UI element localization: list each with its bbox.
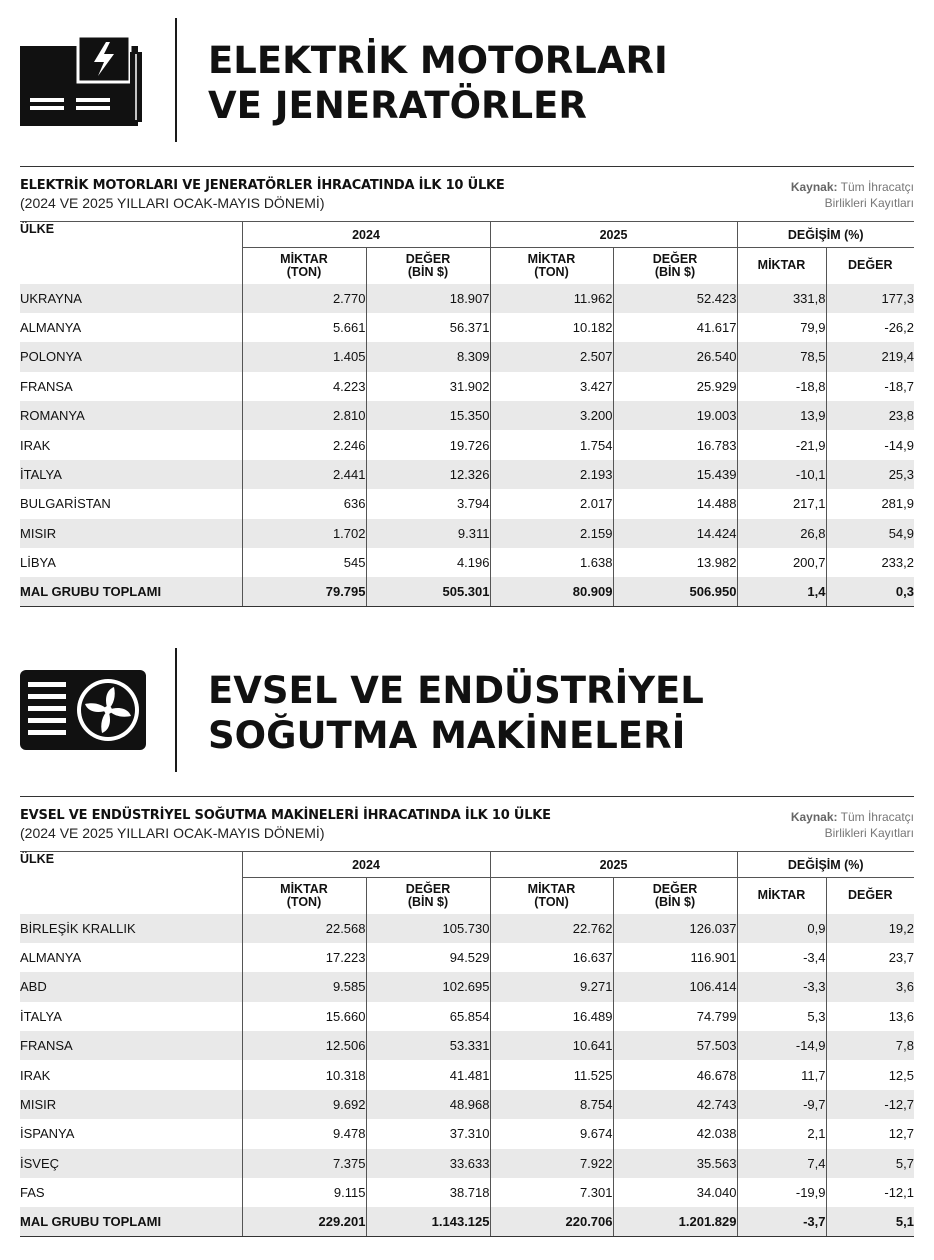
total-val-2024: 505.301 — [366, 577, 490, 606]
cell-change-val: 5,7 — [826, 1149, 914, 1178]
section-title-line2: SOĞUTMA MAKİNELERİ — [208, 714, 686, 757]
cell-change-val: 13,6 — [826, 1002, 914, 1031]
cell-country: BULGARİSTAN — [20, 496, 111, 512]
total-change-qty: -3,7 — [737, 1207, 826, 1236]
cell-change-qty: -10,1 — [737, 460, 826, 489]
cell-val-2024: 37.310 — [366, 1119, 490, 1148]
cell-val-2024: 41.481 — [366, 1060, 490, 1089]
cell-change-val: 7,8 — [826, 1031, 914, 1060]
header-year-2025: 2025 — [490, 852, 737, 878]
cell-val-2025: 35.563 — [613, 1149, 737, 1178]
header-change-val: DEĞER — [826, 878, 914, 914]
table-row — [20, 548, 914, 577]
header-change-qty: MİKTAR — [737, 878, 826, 914]
total-qty-2025: 80.909 — [490, 577, 613, 606]
header-country: ÜLKE — [20, 852, 242, 914]
header-qty-2025: MİKTAR (TON) — [490, 248, 613, 284]
cell-country: FAS — [20, 1185, 45, 1201]
header-change: DEĞİŞİM (%) — [737, 852, 914, 878]
section-title-line1: EVSEL VE ENDÜSTRİYEL — [208, 669, 704, 712]
cell-qty-2025: 2.507 — [490, 342, 613, 371]
table-top-rule — [20, 166, 914, 167]
cell-val-2024: 53.331 — [366, 1031, 490, 1060]
cell-qty-2025: 10.182 — [490, 313, 613, 342]
cell-val-2024: 94.529 — [366, 943, 490, 972]
cell-qty-2024: 17.223 — [242, 943, 366, 972]
cell-qty-2025: 8.754 — [490, 1090, 613, 1119]
cell-change-qty: 79,9 — [737, 313, 826, 342]
cell-change-qty: 5,3 — [737, 1002, 826, 1031]
header-change-qty: MİKTAR — [737, 248, 826, 284]
cell-change-qty: 200,7 — [737, 548, 826, 577]
section-header — [0, 630, 934, 790]
source-note — [791, 809, 914, 841]
source-note — [791, 179, 914, 211]
cell-val-2025: 42.743 — [613, 1090, 737, 1119]
cell-val-2025: 14.488 — [613, 489, 737, 518]
cell-val-2025: 126.037 — [613, 914, 737, 943]
cell-val-2025: 26.540 — [613, 342, 737, 371]
air-conditioner-icon — [20, 670, 146, 755]
table-row — [20, 460, 914, 489]
cell-val-2024: 56.371 — [366, 313, 490, 342]
table-row — [20, 519, 914, 548]
header-country: ÜLKE — [20, 222, 242, 284]
table-row — [20, 1002, 914, 1031]
source-text-2: Birlikleri Kayıtları — [824, 196, 914, 210]
cell-val-2024: 4.196 — [366, 548, 490, 577]
cell-qty-2025: 3.427 — [490, 372, 613, 401]
table-row — [20, 1119, 914, 1148]
table-row — [20, 342, 914, 371]
cell-country: IRAK — [20, 1067, 51, 1083]
cell-qty-2025: 2.159 — [490, 519, 613, 548]
cell-val-2025: 57.503 — [613, 1031, 737, 1060]
source-text-1: Tüm İhracatçı — [840, 180, 914, 194]
cell-qty-2024: 9.115 — [242, 1178, 366, 1207]
cell-change-val: 23,7 — [826, 943, 914, 972]
cell-country: İTALYA — [20, 460, 242, 489]
table-body — [20, 914, 914, 1237]
cell-val-2025: 106.414 — [613, 972, 737, 1001]
cell-change-val: 25,3 — [826, 460, 914, 489]
cell-change-qty: 11,7 — [737, 1060, 826, 1089]
cell-val-2025: 16.783 — [613, 430, 737, 459]
cell-val-2024: 19.726 — [366, 430, 490, 459]
cell-change-val: -26,2 — [826, 313, 914, 342]
source-text-2: Birlikleri Kayıtları — [824, 826, 914, 840]
header-qty-2024: MİKTAR (TON) — [242, 248, 366, 284]
cell-qty-2024: 12.506 — [242, 1031, 366, 1060]
table-row — [20, 914, 914, 943]
cell-change-qty: -3,4 — [737, 943, 826, 972]
cell-qty-2025: 9.674 — [490, 1119, 613, 1148]
cell-qty-2025: 16.489 — [490, 1002, 613, 1031]
cell-val-2024: 33.633 — [366, 1149, 490, 1178]
table-row — [20, 489, 914, 518]
table-row — [20, 372, 914, 401]
total-country: MAL GRUBU TOPLAMI — [20, 1207, 242, 1236]
cell-country: MISIR — [20, 519, 242, 548]
cell-qty-2025: 16.637 — [490, 943, 613, 972]
total-val-2025: 506.950 — [613, 577, 737, 606]
cell-change-val: 54,9 — [826, 519, 914, 548]
cell-change-qty: -21,9 — [737, 430, 826, 459]
cell-val-2024: 12.326 — [366, 460, 490, 489]
total-country: MAL GRUBU TOPLAMI — [20, 577, 242, 606]
table-total-row — [20, 577, 914, 606]
cell-change-qty: -14,9 — [737, 1031, 826, 1060]
cell-qty-2024: 5.661 — [242, 313, 366, 342]
cell-change-val: -12,7 — [826, 1090, 914, 1119]
header-year-2024: 2024 — [242, 852, 490, 878]
section-title-line2: VE JENERATÖRLER — [208, 84, 587, 127]
cell-country: İSPANYA — [20, 1126, 75, 1142]
section-title-line1: ELEKTRİK MOTORLARI — [208, 39, 668, 82]
cell-qty-2025: 11.962 — [490, 284, 613, 313]
table-row — [20, 1060, 914, 1089]
table-top-rule — [20, 796, 914, 797]
cell-change-qty: 7,4 — [737, 1149, 826, 1178]
cell-change-val: 19,2 — [826, 914, 914, 943]
source-text-1: Tüm İhracatçı — [840, 810, 914, 824]
table-row — [20, 284, 914, 313]
cell-change-qty: -3,3 — [737, 972, 826, 1001]
generator-icon — [20, 36, 144, 131]
header-val-2025: DEĞER (BİN $) — [613, 248, 737, 284]
source-label: Kaynak: — [790, 180, 838, 194]
table-row — [20, 1031, 914, 1060]
total-change-val: 5,1 — [826, 1207, 914, 1236]
cell-change-val: 219,4 — [826, 342, 914, 371]
cell-qty-2025: 1.638 — [490, 548, 613, 577]
cell-country: ALMANYA — [20, 320, 82, 336]
cell-change-val: 12,5 — [826, 1060, 914, 1089]
table-row — [20, 1149, 914, 1178]
header-val-2024: DEĞER (BİN $) — [366, 248, 490, 284]
cell-val-2025: 25.929 — [613, 372, 737, 401]
cell-qty-2024: 7.375 — [242, 1149, 366, 1178]
cell-change-qty: -9,7 — [737, 1090, 826, 1119]
cell-qty-2025: 7.922 — [490, 1149, 613, 1178]
cell-val-2025: 41.617 — [613, 313, 737, 342]
cell-val-2024: 18.907 — [366, 284, 490, 313]
cell-qty-2024: 1.405 — [242, 342, 366, 371]
header-qty-2024: MİKTAR (TON) — [242, 878, 366, 914]
header-divider — [175, 648, 177, 772]
cell-val-2025: 74.799 — [613, 1002, 737, 1031]
header-qty-2025: MİKTAR (TON) — [490, 878, 613, 914]
export-table — [20, 221, 914, 607]
cell-qty-2024: 4.223 — [242, 372, 366, 401]
cell-change-qty: -19,9 — [737, 1178, 826, 1207]
cell-qty-2024: 636 — [242, 489, 366, 518]
cell-qty-2025: 22.762 — [490, 914, 613, 943]
cell-val-2024: 105.730 — [366, 914, 490, 943]
cell-val-2024: 65.854 — [366, 1002, 490, 1031]
cell-country: FRANSA — [20, 1031, 242, 1060]
cell-qty-2024: 2.246 — [242, 430, 366, 459]
cell-change-qty: -18,8 — [737, 372, 826, 401]
table-row — [20, 972, 914, 1001]
table-total-row — [20, 1207, 914, 1236]
table-title: ELEKTRİK MOTORLARI VE JENERATÖRLER İHRACATINDA İLK 10 ÜLKE — [20, 178, 505, 193]
cell-change-val: 3,6 — [826, 972, 914, 1001]
cell-qty-2025: 2.017 — [490, 489, 613, 518]
cell-val-2025: 42.038 — [613, 1119, 737, 1148]
cell-country: IRAK — [20, 437, 51, 453]
cell-change-val: 281,9 — [826, 489, 914, 518]
source-label: Kaynak: — [790, 810, 838, 824]
total-val-2025: 1.201.829 — [613, 1207, 737, 1236]
header-val-2024: DEĞER (BİN $) — [366, 878, 490, 914]
cell-val-2024: 15.350 — [366, 401, 490, 430]
cell-qty-2025: 7.301 — [490, 1178, 613, 1207]
section-header — [0, 0, 934, 160]
cell-val-2025: 46.678 — [613, 1060, 737, 1089]
cell-val-2024: 3.794 — [366, 489, 490, 518]
cell-val-2024: 9.311 — [366, 519, 490, 548]
cell-change-val: 177,3 — [826, 284, 914, 313]
total-qty-2024: 79.795 — [242, 577, 366, 606]
cell-qty-2024: 9.585 — [242, 972, 366, 1001]
cell-val-2025: 52.423 — [613, 284, 737, 313]
export-table — [20, 851, 914, 1237]
cell-qty-2024: 2.770 — [242, 284, 366, 313]
cell-change-qty: 217,1 — [737, 489, 826, 518]
total-change-val: 0,3 — [826, 577, 914, 606]
cell-qty-2025: 10.641 — [490, 1031, 613, 1060]
cell-qty-2024: 9.692 — [242, 1090, 366, 1119]
cell-country: ROMANYA — [20, 401, 242, 430]
cell-change-val: 233,2 — [826, 548, 914, 577]
table-row — [20, 1178, 914, 1207]
cell-val-2024: 102.695 — [366, 972, 490, 1001]
cell-country: İTALYA — [20, 1008, 62, 1024]
cell-val-2024: 31.902 — [366, 372, 490, 401]
cell-val-2024: 48.968 — [366, 1090, 490, 1119]
cell-qty-2024: 545 — [242, 548, 366, 577]
cell-country: LİBYA — [20, 555, 56, 571]
cell-change-qty: 78,5 — [737, 342, 826, 371]
cell-val-2025: 116.901 — [613, 943, 737, 972]
table-row — [20, 313, 914, 342]
cell-qty-2024: 10.318 — [242, 1060, 366, 1089]
table-row — [20, 943, 914, 972]
header-change-val: DEĞER — [826, 248, 914, 284]
total-qty-2025: 220.706 — [490, 1207, 613, 1236]
cell-qty-2025: 9.271 — [490, 972, 613, 1001]
cell-change-val: -14,9 — [826, 430, 914, 459]
cell-change-val: -18,7 — [826, 372, 914, 401]
cell-qty-2025: 11.525 — [490, 1060, 613, 1089]
header-year-2025: 2025 — [490, 222, 737, 248]
header-year-2024: 2024 — [242, 222, 490, 248]
cell-val-2025: 15.439 — [613, 460, 737, 489]
cell-country: POLONYA — [20, 342, 242, 371]
cell-change-qty: 331,8 — [737, 284, 826, 313]
cell-qty-2024: 2.441 — [242, 460, 366, 489]
cell-qty-2025: 3.200 — [490, 401, 613, 430]
cell-qty-2024: 1.702 — [242, 519, 366, 548]
cell-qty-2025: 1.754 — [490, 430, 613, 459]
table-period: (2024 VE 2025 YILLARI OCAK-MAYIS DÖNEMİ) — [20, 195, 325, 211]
table-row — [20, 430, 914, 459]
cell-val-2025: 19.003 — [613, 401, 737, 430]
table-period: (2024 VE 2025 YILLARI OCAK-MAYIS DÖNEMİ) — [20, 825, 325, 841]
header-change: DEĞİŞİM (%) — [737, 222, 914, 248]
cell-qty-2025: 2.193 — [490, 460, 613, 489]
cell-change-qty: 13,9 — [737, 401, 826, 430]
cell-country: MISIR — [20, 1090, 242, 1119]
header-divider — [175, 18, 177, 142]
cell-country: UKRAYNA — [20, 284, 242, 313]
cell-country: ABD — [20, 972, 242, 1001]
cell-change-val: -12,1 — [826, 1178, 914, 1207]
cell-country: İSVEÇ — [20, 1149, 242, 1178]
table-row — [20, 401, 914, 430]
table-body — [20, 284, 914, 607]
cell-qty-2024: 9.478 — [242, 1119, 366, 1148]
cell-val-2025: 34.040 — [613, 1178, 737, 1207]
total-change-qty: 1,4 — [737, 577, 826, 606]
header-val-2025: DEĞER (BİN $) — [613, 878, 737, 914]
cell-val-2024: 8.309 — [366, 342, 490, 371]
cell-change-val: 23,8 — [826, 401, 914, 430]
cell-change-qty: 26,8 — [737, 519, 826, 548]
cell-country: BİRLEŞİK KRALLIK — [20, 914, 242, 943]
section-title — [208, 668, 704, 758]
cell-val-2025: 13.982 — [613, 548, 737, 577]
cell-qty-2024: 2.810 — [242, 401, 366, 430]
cell-val-2025: 14.424 — [613, 519, 737, 548]
cell-country: ALMANYA — [20, 950, 82, 966]
table-row — [20, 1090, 914, 1119]
cell-change-val: 12,7 — [826, 1119, 914, 1148]
table-title: EVSEL VE ENDÜSTRİYEL SOĞUTMA MAKİNELERİ İHRACATINDA İLK 10 ÜLKE — [20, 808, 551, 823]
cell-country: FRANSA — [20, 378, 73, 394]
cell-qty-2024: 15.660 — [242, 1002, 366, 1031]
cell-qty-2024: 22.568 — [242, 914, 366, 943]
total-qty-2024: 229.201 — [242, 1207, 366, 1236]
cell-val-2024: 38.718 — [366, 1178, 490, 1207]
section-title — [208, 38, 668, 128]
cell-change-qty: 2,1 — [737, 1119, 826, 1148]
total-val-2024: 1.143.125 — [366, 1207, 490, 1236]
cell-change-qty: 0,9 — [737, 914, 826, 943]
